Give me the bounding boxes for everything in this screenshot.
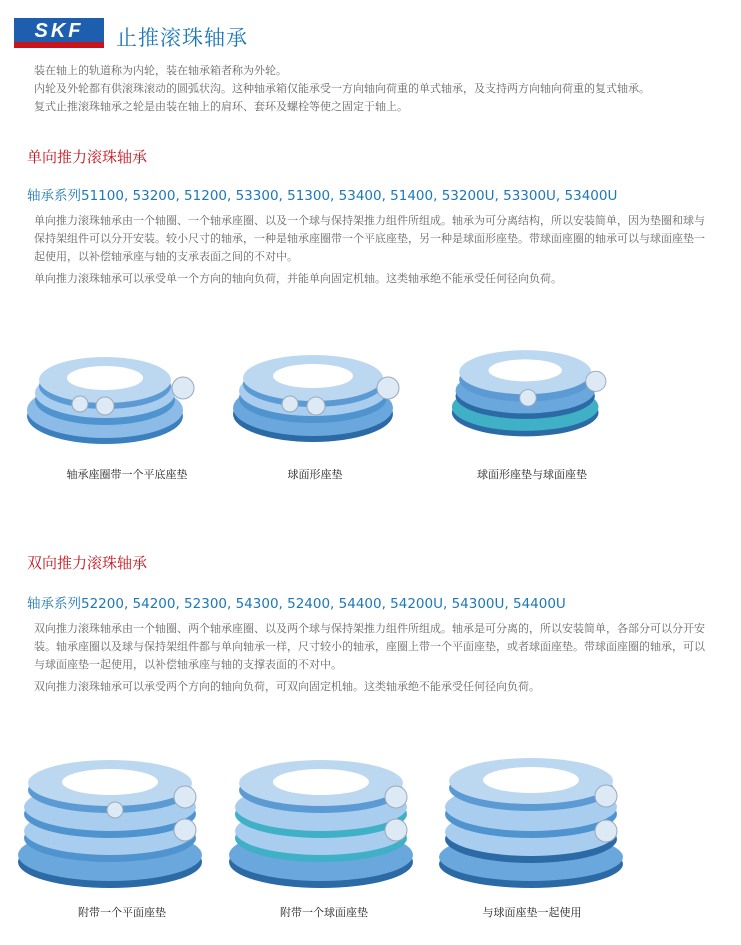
- intro-line: 复式止推滚珠轴承之轮是由装在轴上的肩环、套环及螺栓等使之固定于轴上。: [34, 100, 408, 113]
- double-bearing-image-spherical-seat: [226, 742, 426, 892]
- skf-logo-text: SKF: [34, 20, 84, 42]
- single-section-title: 单向推力滚珠轴承: [27, 148, 148, 166]
- bearing-image-spherical-seat: [228, 338, 403, 448]
- figure-caption: 球面形座垫与球面座垫: [477, 468, 587, 481]
- intro-line: 装在轴上的轨道称为内轮，装在轴承箱者称为外轮。: [34, 64, 287, 77]
- figure-caption: 球面形座垫: [287, 468, 343, 481]
- single-series: 轴承系列51100, 53200, 51200, 53300, 51300, 53400, 51400, 53200U, 53300U, 53400U: [27, 188, 618, 204]
- figure-caption: 与球面座垫一起使用: [482, 906, 582, 919]
- paragraph: 双向推力滚珠轴承由一个轴圈、两个轴承座圈、以及两个球与保持架推力组件所组成。轴承是可分离的，所以安装简单，各部分可以分开安装。轴承座圈以及球与保持架组件都与单向轴承一样，尺寸较小的轴承，座圈上带一个平面座垫，或者球面座垫。带球面座圈的轴承，可以与球面座垫一起使用，以补偿轴承座与轴的支撑表面的不对中。: [34, 622, 705, 671]
- intro-text: [34, 62, 724, 116]
- double-bearing-image-flat-seat: [15, 742, 215, 892]
- figure-caption: 附带一个球面座垫: [280, 906, 368, 919]
- double-section-title: 双向推力滚珠轴承: [27, 554, 148, 572]
- bearing-image-flat-seat: [25, 338, 200, 448]
- page-title: 止推滚珠轴承: [116, 26, 248, 50]
- paragraph: 单向推力滚珠轴承可以承受单一个方向的轴向负荷，并能单向固定机轴。这类轴承绝不能承受任何径向负荷。: [34, 272, 562, 285]
- intro-line: 内轮及外轮都有供滚珠滚动的圆弧状沟。这种轴承箱仅能承受一方向轴向荷重的单式轴承，及支持两方向轴向荷重的复式轴承。: [34, 82, 650, 95]
- single-description: [34, 212, 714, 292]
- paragraph: 单向推力滚珠轴承由一个轴圈、一个轴承座圈、以及一个球与保持架推力组件所组成。轴承为可分离结构，所以安装简单，因为垫圈和球与保持架组件可以分开安装。较小尺寸的轴承，一种是轴承座圈带一个平底座垫，另一种是球面形座垫。带球面座圈的轴承可以与球面座垫一起使用，以补偿轴承座与轴的支承表面之间的不对中。: [34, 214, 705, 263]
- double-bearing-image-spherical-washer: [436, 736, 636, 892]
- double-description: [34, 620, 714, 700]
- paragraph: 双向推力滚珠轴承可以承受两个方向的轴向负荷，可双向固定机轴。这类轴承绝不能承受任何径向负荷。: [34, 680, 540, 693]
- double-series: 轴承系列52200, 54200, 52300, 54300, 52400, 54400, 54200U, 54300U, 54400U: [27, 596, 566, 612]
- bearing-image-spherical-seat-washer: [440, 330, 615, 440]
- skf-logo: [14, 18, 104, 48]
- figure-caption: 附带一个平面座垫: [78, 906, 166, 919]
- figure-caption: 轴承座圈带一个平底座垫: [66, 468, 188, 481]
